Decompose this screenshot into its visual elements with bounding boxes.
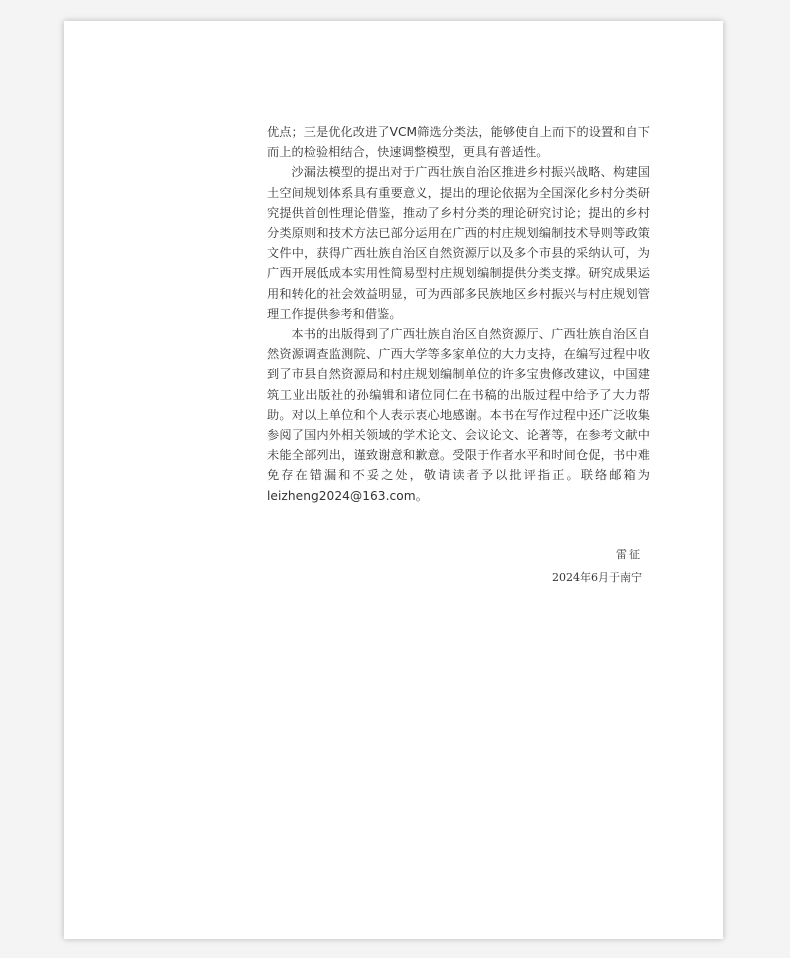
paragraph-acknowledgements: 本书的出版得到了广西壮族自治区自然资源厅、广西壮族自治区自然资源调查监测院、广西大学等多家单位的大力支持，在编写过程中收到了市县自然资源局和村庄规划编制单位的许多宝贵修改建议，中国建筑工业出版社的孙编辑和诸位同仁在书稿的出版过程中给予了大力帮助。对以上单位和个人表示衷心地感谢。本书在写作过程中还广泛收集参阅了国内外相关领域的学术论文、会议论文、论著等，在参考文献中未能全部列出，谨致谢意和歉意。受限于作者水平和时间仓促，书中难免存在错漏和不妥之处，敬请读者予以批评指正。联络邮箱为leizheng2024@163.com。	[267, 327, 650, 503]
paragraph-hourglass-model: 沙漏法模型的提出对于广西壮族自治区推进乡村振兴战略、构建国土空间规划体系具有重要意义，提出的理论依据为全国深化乡村分类研究提供首创性理论借鉴，推动了乡村分类的理论研究讨论；提出的乡村分类原则和技术方法已部分运用在广西的村庄规划编制技术导则等政策文件中，获得广西壮族自治区自然资源厅以及多个市县的采纳认可，为广西开展低成本实用性简易型村庄规划编制提供分类支撑。研究成果运用和转化的社会效益明显，可为西部多民族地区乡村振兴与村庄规划管理工作提供参考和借鉴。	[267, 165, 650, 321]
paragraph-continuation: 优点；三是优化改进了VCM筛选分类法，能够使自上而下的设置和自下而上的检验相结合，快速调整模型，更具有普适性。	[267, 125, 650, 160]
author-signature: 雷征	[616, 548, 642, 561]
body-text	[267, 122, 650, 506]
document-page	[64, 21, 723, 939]
signature-date-place: 2024年6月于南宁	[552, 571, 642, 584]
